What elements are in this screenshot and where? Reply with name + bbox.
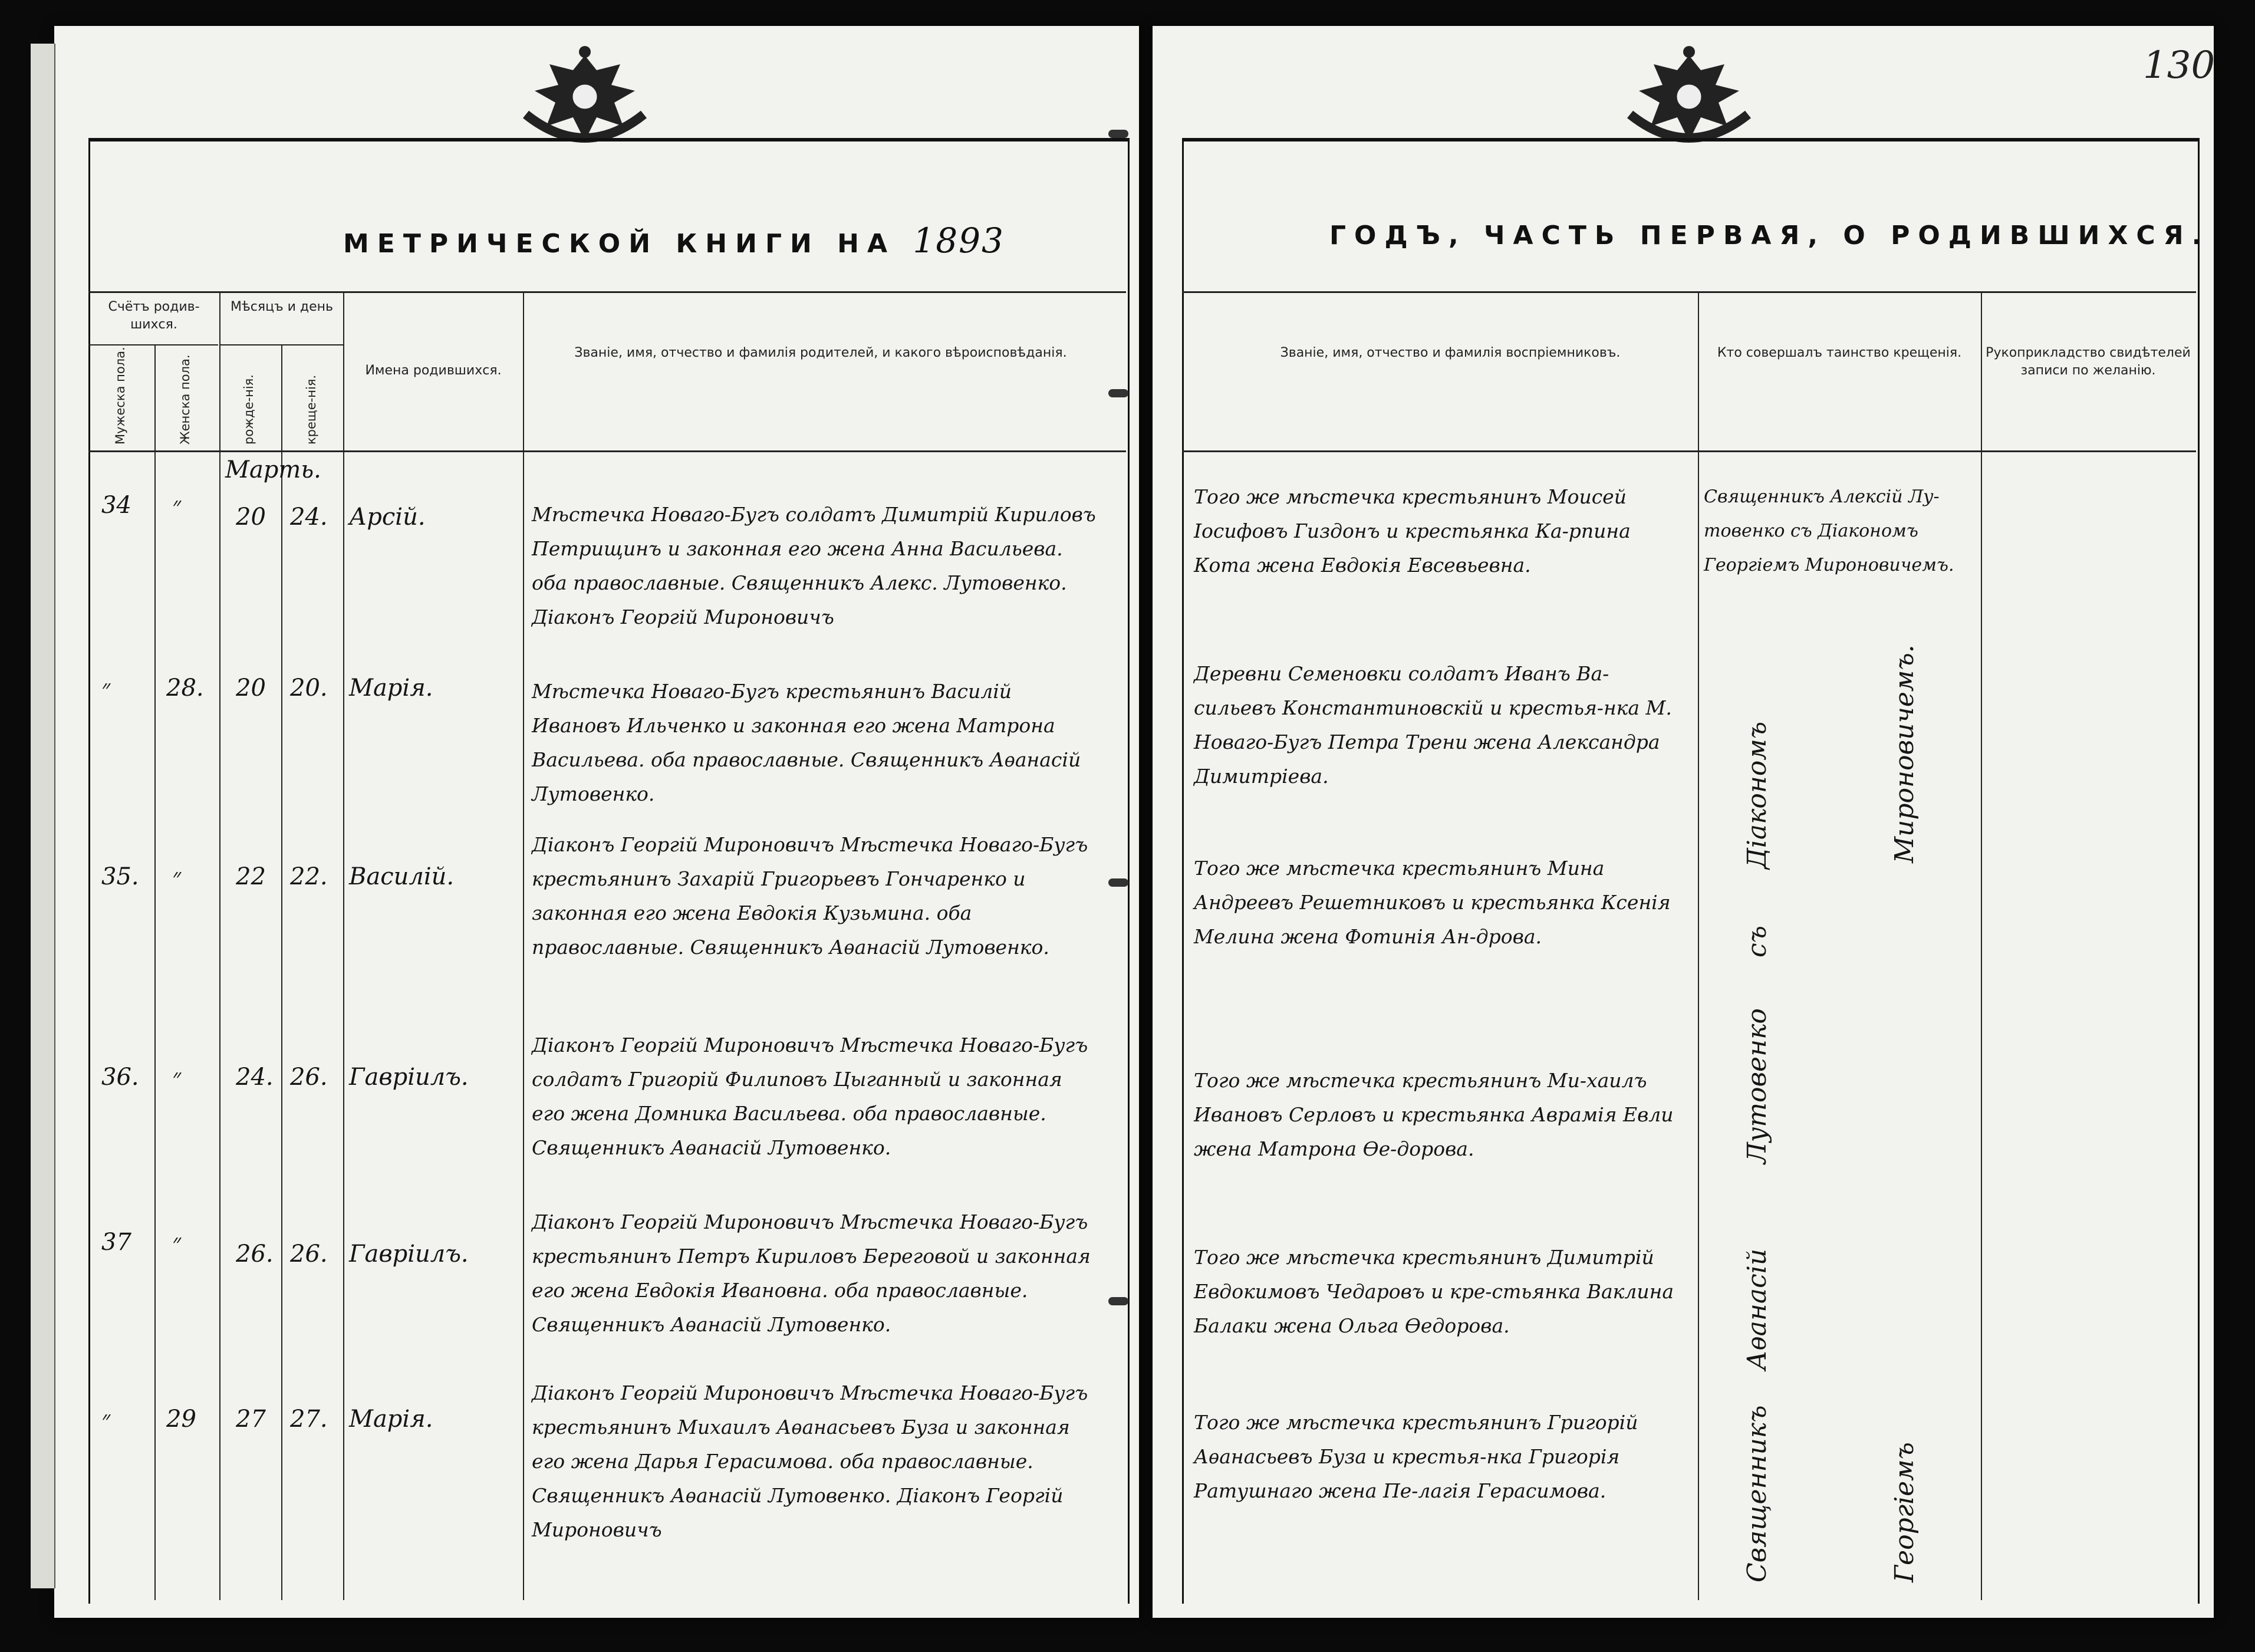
baptism-day: 22.	[290, 863, 328, 890]
col-divider	[1981, 291, 1982, 1600]
child-name: Марія.	[349, 1406, 433, 1433]
child-name: Марія.	[349, 674, 433, 702]
baptism-header: креще-нія.	[304, 374, 318, 445]
male-count: ״	[101, 1406, 111, 1433]
female-count: ״	[172, 1229, 182, 1256]
godparents-text: Того же мѣстечка крестьянинъ Димитрій Евдокимовъ Чедаровъ и кре-стьянка Ваклина Балаки жена Ольга Ѳедорова.	[1194, 1246, 1674, 1337]
binding-stitch	[1108, 1297, 1128, 1305]
child-name: Арсій.	[349, 504, 426, 531]
male-count: 35.	[101, 863, 139, 890]
female-count: ״	[172, 492, 182, 519]
book-title-continued: ГОДЪ, ЧАСТЬ ПЕРВАЯ, О РОДИВШИХСЯ.	[1329, 221, 2210, 251]
book-title: МЕТРИЧЕСКОЙ КНИГИ НА 1893	[343, 221, 1005, 261]
child-name: Гавріилъ.	[349, 1064, 469, 1091]
baptism-day: 26.	[290, 1240, 328, 1268]
table-header-rule	[88, 450, 1126, 452]
vertical-performed-text: Мироновичемъ.	[1889, 644, 1920, 863]
vertical-performed-text: Діакономъ	[1742, 721, 1772, 869]
binding-stitch	[1108, 389, 1128, 397]
godparents-text: Того же мѣстечка крестьянинъ Ми-хаилъ Ивановъ Серловъ и крестьянка Аврамія Евли жена Матрона Ѳе-дорова.	[1194, 1069, 1674, 1160]
female-count: ״	[172, 864, 182, 891]
child-name: Гавріилъ.	[349, 1240, 469, 1268]
left-page	[54, 26, 1139, 1618]
godparents-text: Того же мѣстечка крестьянинъ Мина Андреевъ Решетниковъ и крестьянка Ксенія Мелина жена Фотинія Ан-дрова.	[1194, 857, 1671, 948]
parents-text: Діаконъ Георгій Мироновичъ Мѣстечка Новаго-Бугъ крестьянинъ Петръ Кириловъ Береговой и законная его жена Евдокія Ивановна. оба православные. Священникъ Аѳанасій Лутовенко.	[532, 1210, 1091, 1336]
table-top-rule	[88, 291, 1126, 293]
godparents-header: Званіе, имя, отчество и фамилія воспріемниковъ.	[1280, 345, 1621, 360]
baptism-day: 20.	[290, 674, 328, 702]
right-page	[1153, 26, 2214, 1618]
female-header: Женска пола.	[178, 354, 192, 445]
page-number: 130	[2143, 44, 2216, 87]
parents-header: Званіе, имя, отчество и фамилія родителей, и какого вѣроисповѣданія.	[574, 345, 1067, 360]
vertical-performed-text: Аѳанасій	[1742, 1248, 1772, 1370]
baptism-day: 26.	[290, 1064, 328, 1091]
godparents-text: Того же мѣстечка крестьянинъ Моисей Іосифовъ Гиздонъ и крестьянка Ка-рпина Кота жена Евдокія Евсевьевна.	[1194, 485, 1631, 577]
birth-header: рожде-нія.	[242, 374, 256, 445]
performed-text: Священникъ Алексій Лу-товенко съ Діакономъ Георгіемъ Мироновичемъ.	[1704, 486, 1954, 575]
male-count: 36.	[101, 1064, 139, 1091]
baptism-day: 24.	[290, 504, 328, 531]
record-year: 1893	[913, 221, 1005, 261]
birth-day: 22	[236, 863, 266, 890]
male-count: 37	[101, 1229, 131, 1256]
col-divider	[219, 291, 220, 1600]
female-count: 29	[166, 1406, 196, 1433]
parents-text: Діаконъ Георгій Мироновичъ Мѣстечка Новаго-Бугъ крестьянинъ Михаилъ Аѳанасьевъ Буза и законная его жена Дарья Герасимова. оба православные. Священникъ Аѳанасій Лутовенко. Діаконъ Георгій Мироновичъ	[532, 1381, 1088, 1541]
godparents-text: Деревни Семеновки солдатъ Иванъ Ва-сильевъ Константиновскій и крестья-нка М. Новаго-Бугъ Петра Трени жена Александра Димитріева.	[1194, 662, 1672, 788]
binding-stitch	[1108, 130, 1128, 138]
names-header: Имена родившихся.	[365, 363, 502, 378]
female-count: 28.	[166, 674, 204, 702]
parents-text: Мѣстечка Новаго-Бугъ крестьянинъ Василій Ивановъ Ильченко и законная его жена Матрона Васильева. оба православные. Священникъ Аѳанасій Лутовенко.	[532, 680, 1081, 805]
col-divider	[523, 291, 524, 1600]
page-edges	[31, 44, 55, 1588]
count-group-rule	[88, 344, 218, 345]
parents-text: Мѣстечка Новаго-Бугъ солдатъ Димитрій Кириловъ Петрищинъ и законная его жена Анна Васильева. оба православные. Священникъ Алекс. Лутовенко. Діаконъ Георгій Мироновичъ	[532, 503, 1096, 628]
birth-day: 24.	[236, 1064, 274, 1091]
birth-day: 20	[236, 504, 266, 531]
count-group-header: Счётъ родив-шихся.	[108, 300, 200, 332]
table-top-rule	[1182, 291, 2196, 293]
female-count: ״	[172, 1064, 182, 1091]
col-divider	[154, 344, 156, 1600]
vertical-performed-text: съ	[1742, 926, 1772, 957]
table-header-rule	[1182, 450, 2196, 452]
male-header: Мужеска пола.	[113, 347, 127, 445]
signatures-header: Рукоприкладство свидѣтелей записи по желанію.	[1986, 345, 2191, 378]
month-group-header: Мѣсяцъ и день	[231, 300, 333, 314]
birth-day: 20	[236, 674, 266, 702]
baptism-day: 27.	[290, 1406, 328, 1433]
col-divider	[281, 344, 282, 1600]
month-label: Марть.	[225, 456, 321, 483]
col-divider	[343, 291, 344, 1600]
binding-stitch	[1108, 878, 1128, 887]
performed-header: Кто совершалъ таинство крещенія.	[1717, 345, 1962, 360]
vertical-performed-text: Георгіемъ	[1889, 1442, 1920, 1582]
vertical-performed-text: Священникъ	[1742, 1405, 1772, 1582]
parents-text: Діаконъ Георгій Мироновичъ Мѣстечка Новаго-Бугъ крестьянинъ Захарій Григорьевъ Гончаренко и законная его жена Евдокія Кузьмина. оба православные. Священникъ Аѳанасій Лутовенко.	[532, 833, 1088, 959]
birth-day: 26.	[236, 1240, 274, 1268]
child-name: Василій.	[349, 863, 455, 890]
male-count: ״	[101, 675, 111, 702]
birth-day: 27	[236, 1406, 266, 1433]
col-divider	[1698, 291, 1699, 1600]
parents-text: Діаконъ Георгій Мироновичъ Мѣстечка Новаго-Бугъ солдатъ Григорій Филиповъ Цыганный и законная его жена Домника Васильева. оба православные. Священникъ Аѳанасій Лутовенко.	[532, 1034, 1088, 1159]
male-count: 34	[101, 492, 131, 519]
godparents-text: Того же мѣстечка крестьянинъ Григорій Аѳанасьевъ Буза и крестья-нка Григорія Ратушнаго жена Пе-лагія Герасимова.	[1194, 1411, 1638, 1502]
vertical-performed-text: Лутовенко	[1742, 1008, 1772, 1164]
